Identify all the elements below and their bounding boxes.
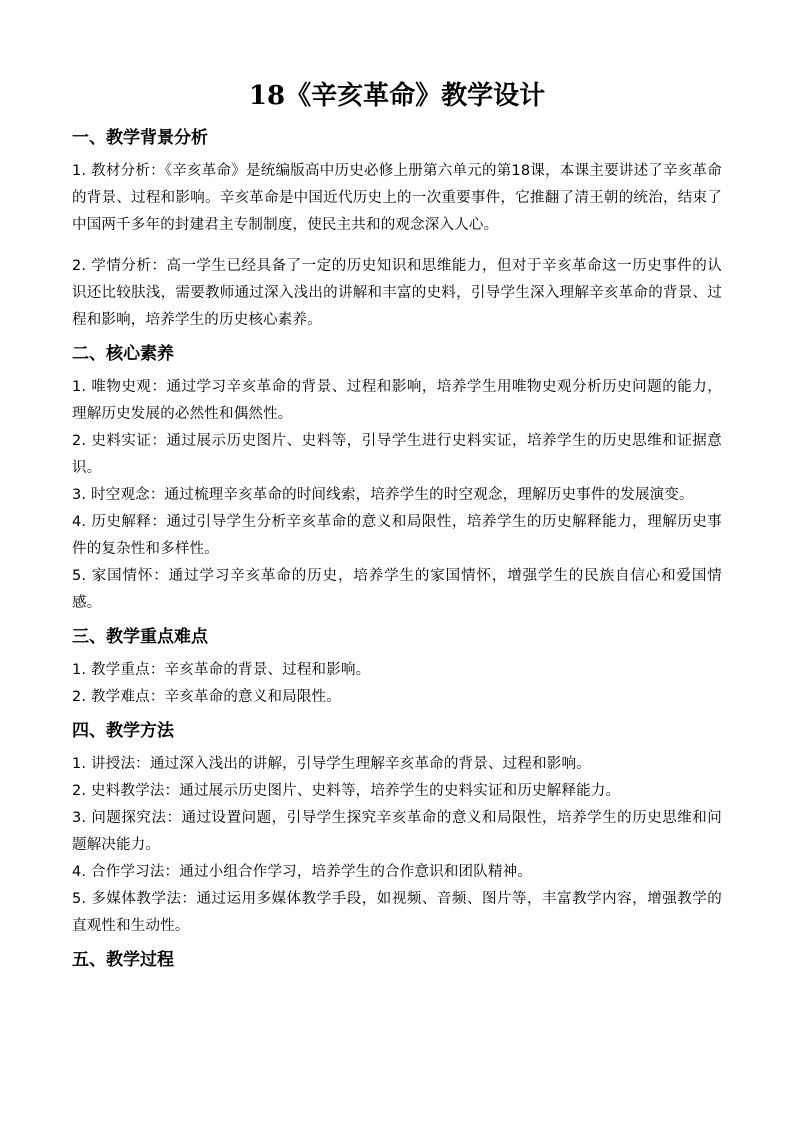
section-key-points: [72, 623, 722, 711]
paragraph: 2. 教学难点：辛亥革命的意义和局限性。: [72, 689, 341, 705]
paragraph: 1. 教学重点：辛亥革命的背景、过程和影响。: [72, 662, 371, 678]
section-teaching-methods: [72, 717, 722, 940]
section-background-analysis: [72, 124, 722, 334]
paragraph: 1. 讲授法：通过深入浅出的讲解，引导学生理解辛亥革命的背景、过程和影响。: [72, 756, 591, 772]
paragraph: 5. 家国情怀：通过学习辛亥革命的历史，培养学生的家国情怀，增强学生的民族自信心和爱国情感。: [72, 568, 722, 611]
document-title: 18《辛亥革命》教学设计: [248, 81, 546, 111]
paragraph: 3. 问题探究法：通过设置问题，引导学生探究辛亥革命的意义和局限性，培养学生的历史思维和问题解决能力。: [72, 810, 722, 853]
paragraph-gap: [72, 239, 722, 253]
paragraph: 2. 史料教学法：通过展示历史图片、史料等，培养学生的史料实证和历史解释能力。: [72, 783, 621, 799]
paragraph: 4. 合作学习法：通过小组合作学习，培养学生的合作意识和团队精神。: [72, 864, 533, 880]
paragraph: 5. 多媒体教学法：通过运用多媒体教学手段，如视频、音频、图片等，丰富教学内容，增强教学的直观性和生动性。: [72, 891, 722, 934]
paragraph: 3. 时空观念：通过梳理辛亥革命的时间线索，培养学生的时空观念，理解历史事件的发展演变。: [72, 487, 694, 503]
section-heading: 四、教学方法: [72, 721, 174, 741]
paragraph: 2. 学情分析：高一学生已经具备了一定的历史知识和思维能力，但对于辛亥革命这一历史事件的认识还比较肤浅，需要教师通过深入浅出的讲解和丰富的史料，引导学生深入理解辛亥革命的背景、过程和影响，培养学生的历史核心素养。: [72, 258, 722, 328]
paragraph: 1. 唯物史观：通过学习辛亥革命的背景、过程和影响，培养学生用唯物史观分析历史问题的能力，理解历史发展的必然性和偶然性。: [72, 379, 722, 422]
paragraph: 1. 教材分析：《辛亥革命》是统编版高中历史必修上册第六单元的第18课，本课主要讲述了辛亥革命的背景、过程和影响。辛亥革命是中国近代历史上的一次重要事件，它推翻了清王朝的统治，结束了中国两千多年的封建君主专制制度，使民主共和的观念深入人心。: [72, 163, 722, 233]
section-heading: 一、教学背景分析: [72, 128, 208, 148]
paragraph: 4. 历史解释：通过引导学生分析辛亥革命的意义和局限性，培养学生的历史解释能力，理解历史事件的复杂性和多样性。: [72, 514, 722, 557]
section-heading: 五、教学过程: [72, 950, 174, 970]
section-core-literacy: [72, 340, 722, 617]
section-heading: 二、核心素养: [72, 344, 174, 364]
paragraph: 2. 史料实证：通过展示历史图片、史料等，引导学生进行史料实证，培养学生的历史思维和证据意识。: [72, 433, 722, 476]
section-teaching-process: [72, 946, 722, 974]
section-heading: 三、教学重点难点: [72, 627, 208, 647]
